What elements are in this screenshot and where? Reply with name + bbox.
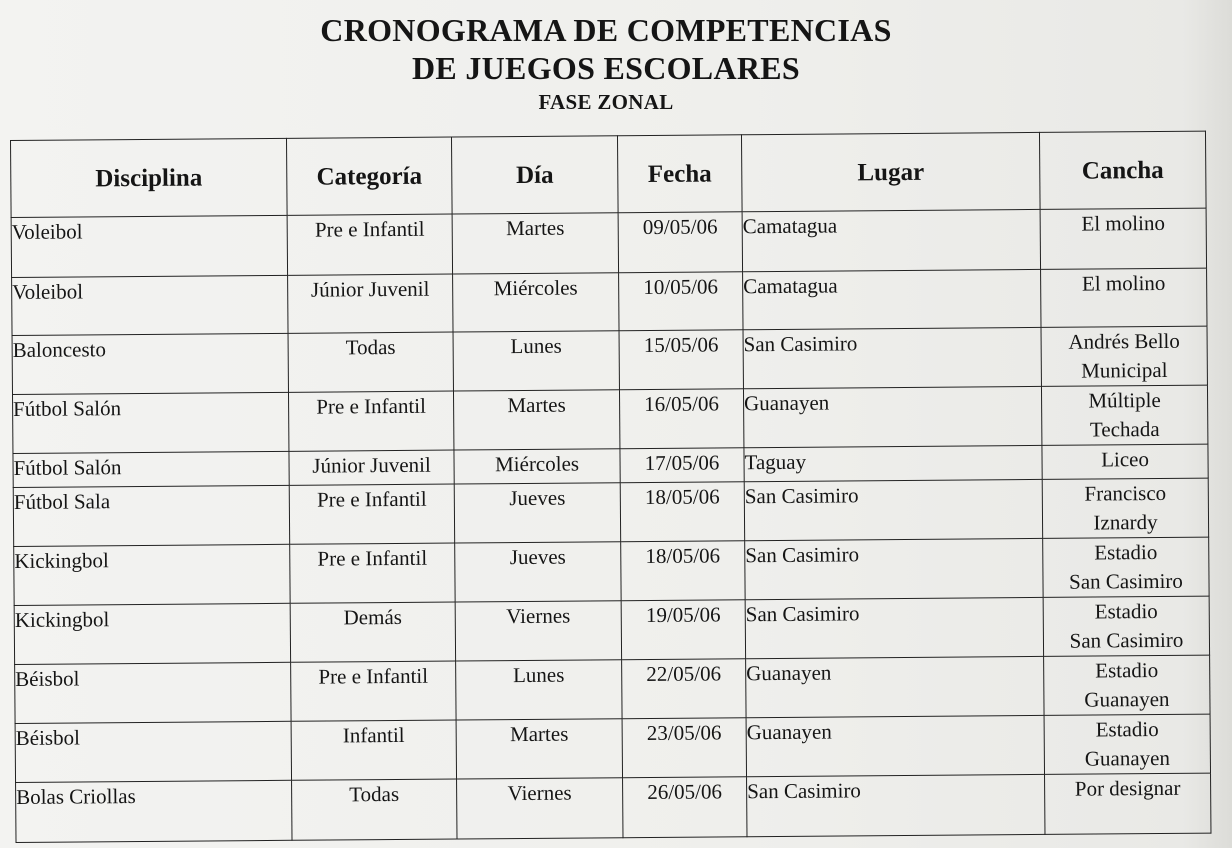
table-row (13, 478, 1208, 546)
table-row (14, 596, 1209, 664)
cell-dia: Martes (456, 719, 622, 779)
cell-cancha (1044, 655, 1210, 715)
table-row (12, 326, 1207, 394)
cancha-line: Estadio (1095, 716, 1159, 742)
document-title-line-1: CRONOGRAMA DE COMPETENCIAS (320, 12, 892, 48)
cell-categoria: Júnior Juvenil (289, 450, 454, 485)
cell-disciplina: Voleibol (11, 215, 287, 277)
cell-dia: Lunes (453, 331, 619, 391)
cell-disciplina: Fútbol Salón (12, 392, 288, 453)
column-header-cancha: Cancha (1039, 131, 1206, 209)
cancha-line: Estadio (1095, 657, 1159, 683)
cell-fecha: 19/05/06 (621, 600, 745, 660)
cell-disciplina: Voleibol (12, 275, 288, 335)
cell-cancha (1043, 596, 1209, 656)
cancha-line: Municipal (1081, 357, 1168, 383)
cell-dia: Miércoles (453, 273, 619, 332)
table-body (11, 208, 1211, 842)
cancha-line: Andrés Bello (1068, 328, 1180, 354)
cell-disciplina: Béisbol (15, 721, 291, 782)
cell-lugar: Taguay (744, 445, 1042, 481)
cell-categoria: Todas (292, 779, 457, 840)
cancha-line: El molino (1081, 270, 1166, 296)
document-subtitle: FASE ZONAL (538, 90, 674, 114)
cancha-line: Múltiple (1088, 387, 1161, 413)
cancha-line: Techada (1089, 416, 1160, 442)
cell-cancha (1041, 268, 1207, 327)
cell-cancha (1042, 478, 1208, 538)
cell-cancha (1041, 385, 1207, 445)
cell-fecha: 09/05/06 (618, 212, 742, 273)
cell-lugar: Camatagua (742, 209, 1040, 271)
cell-dia: Lunes (456, 660, 622, 720)
cell-lugar: Guanayen (743, 386, 1041, 447)
column-header-lugar: Lugar (741, 132, 1040, 211)
cell-disciplina: Baloncesto (12, 333, 288, 394)
cell-categoria: Júnior Juvenil (288, 274, 453, 333)
cell-dia: Viernes (455, 601, 621, 661)
table-row (14, 537, 1209, 605)
cell-lugar: Guanayen (746, 715, 1044, 776)
cancha-line: Liceo (1101, 447, 1150, 472)
cell-dia: Jueves (455, 542, 621, 602)
cell-fecha: 18/05/06 (621, 541, 745, 601)
cell-disciplina: Fútbol Sala (13, 485, 289, 546)
cell-cancha (1045, 773, 1211, 834)
document-title-line-2: DE JUEGOS ESCOLARES (411, 50, 801, 86)
cell-dia: Viernes (457, 778, 623, 839)
schedule-table (10, 131, 1211, 843)
column-header-disciplina: Disciplina (11, 138, 288, 217)
cancha-line: Por designar (1074, 775, 1181, 801)
cell-categoria: Pre e Infantil (290, 543, 455, 603)
cell-disciplina: Fútbol Salón (13, 451, 289, 487)
cell-cancha (1040, 208, 1206, 269)
cancha-line: San Casimiro (1069, 627, 1184, 653)
table-row (11, 208, 1206, 277)
cell-categoria: Pre e Infantil (287, 214, 452, 275)
cell-categoria: Pre e Infantil (288, 391, 453, 451)
table-row (16, 773, 1211, 842)
cell-fecha: 22/05/06 (622, 659, 746, 719)
cell-dia: Martes (453, 390, 619, 450)
cancha-line: Francisco (1084, 480, 1167, 506)
table-row (15, 655, 1210, 723)
cancha-line: Guanayen (1084, 745, 1171, 771)
table-row (15, 714, 1210, 782)
cell-fecha: 26/05/06 (623, 777, 747, 838)
cell-cancha (1044, 714, 1210, 774)
column-header-fecha: Fecha (617, 135, 742, 213)
cell-fecha: 15/05/06 (619, 330, 743, 390)
table-header-row (11, 131, 1207, 217)
cancha-line: El molino (1081, 210, 1165, 236)
cell-dia: Jueves (454, 483, 620, 543)
cell-lugar: San Casimiro (745, 538, 1043, 599)
column-header-categoria: Categoría (286, 137, 452, 215)
cell-lugar: San Casimiro (745, 597, 1043, 658)
table-row (12, 385, 1207, 453)
cell-categoria: Infantil (291, 720, 456, 780)
cell-lugar: San Casimiro (744, 479, 1042, 540)
cell-fecha: 16/05/06 (619, 389, 743, 449)
cell-disciplina: Kickingbol (14, 603, 290, 664)
cell-categoria: Todas (288, 332, 453, 392)
cell-lugar: San Casimiro (747, 774, 1045, 836)
cell-lugar: Camatagua (743, 269, 1041, 329)
cancha-line: Iznardy (1093, 509, 1158, 535)
cell-fecha: 17/05/06 (620, 448, 744, 483)
cancha-line: San Casimiro (1069, 568, 1183, 594)
cell-disciplina: Kickingbol (14, 544, 290, 605)
table-row (12, 268, 1207, 335)
cell-disciplina: Béisbol (15, 662, 291, 723)
cell-dia: Martes (452, 213, 618, 274)
cell-categoria: Demás (290, 602, 455, 662)
cancha-line: Guanayen (1084, 686, 1170, 712)
cell-dia: Miércoles (454, 449, 620, 484)
column-header-dia: Día (451, 136, 618, 214)
cell-fecha: 23/05/06 (622, 718, 746, 778)
cell-cancha (1043, 537, 1209, 597)
cell-categoria: Pre e Infantil (291, 661, 456, 721)
cell-cancha (1042, 444, 1208, 479)
cell-cancha (1041, 326, 1207, 386)
cell-lugar: Guanayen (746, 656, 1044, 717)
cell-fecha: 10/05/06 (619, 272, 743, 331)
cell-fecha: 18/05/06 (620, 482, 744, 542)
cell-disciplina: Bolas Criollas (16, 780, 292, 842)
cell-lugar: San Casimiro (743, 327, 1041, 388)
cancha-line: Estadio (1094, 540, 1158, 565)
cancha-line: Estadio (1094, 599, 1158, 624)
cell-categoria: Pre e Infantil (289, 484, 454, 544)
